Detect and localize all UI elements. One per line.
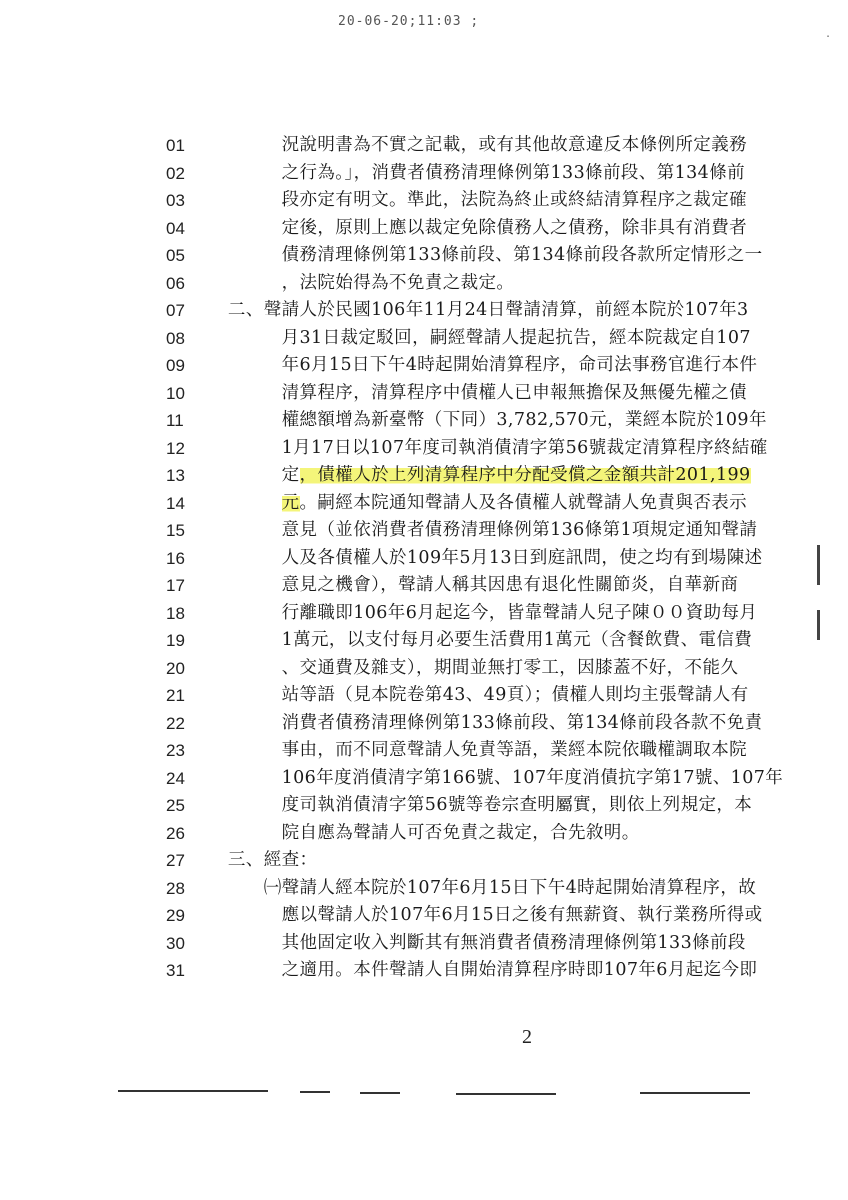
- scan-artifact-line: [118, 1090, 268, 1092]
- line-number: 22: [166, 713, 185, 733]
- line-number: 02: [166, 163, 185, 183]
- line-number: 27: [166, 851, 185, 870]
- text-segment: 其他固定收入判斷其有無消費者債務清理條例第133條前段: [210, 932, 746, 953]
- scan-artifact-line: [456, 1093, 556, 1095]
- text-line: [210, 682, 790, 710]
- text-line: [210, 160, 790, 188]
- line-number: 05: [166, 246, 185, 265]
- text-segment: 定後，原則上應以裁定免除債務人之債務，除非具有消費者: [210, 217, 747, 238]
- text-line: [210, 710, 790, 738]
- line-number: 01: [166, 136, 185, 155]
- text-segment: 之適用。本件聲請人自開始清算程序時即107年6月起迄今即: [210, 960, 758, 980]
- line-number: 18: [166, 603, 185, 623]
- text-segment: ，法院始得為不免責之裁定。: [210, 272, 515, 293]
- text-segment: 意見（並依消費者債務清理條例第136條第1項規定通知聲請: [210, 520, 758, 540]
- line-number: 13: [166, 466, 185, 485]
- text-segment: 二、聲請人於民國106年11月24日聲請清算，前經本院於107年3: [210, 300, 749, 320]
- text-segment: 人及各債權人於109年5月13日到庭訊問，使之均有到場陳述: [210, 547, 763, 568]
- text-segment: 權總額增為新臺幣（下同）3,782,570元，業經本院於109年: [210, 410, 767, 430]
- text-segment: 段亦定有明文。準此，法院為終止或終結清算程序之裁定確: [210, 190, 747, 210]
- line-number: 14: [166, 493, 185, 513]
- text-segment: 106年度消債清字第166號、107年度消債抗字第17號、107年: [210, 767, 784, 788]
- text-segment: 月31日裁定駁回，嗣經聲請人提起抗告，經本院裁定自107: [210, 327, 751, 348]
- text-line: [210, 875, 790, 903]
- line-number: 20: [166, 658, 185, 678]
- text-segment: 年6月15日下午4時起開始清算程序，命司法事務官進行本件: [210, 355, 758, 375]
- text-line: [210, 627, 790, 655]
- line-number: 28: [166, 878, 185, 898]
- text-segment: 況說明書為不實之記載，或有其他故意違反本條例所定義務: [210, 135, 747, 155]
- text-line: [210, 792, 790, 820]
- text-segment: 定: [210, 465, 300, 485]
- text-segment: 消費者債務清理條例第133條前段、第134條前段各款不免責: [210, 712, 763, 733]
- text-segment: ㈠聲請人經本院於107年6月15日下午4時起開始清算程序，故: [210, 877, 757, 898]
- text-segment: 、交通費及雜支），期間並無打零工，因膝蓋不好，不能久: [210, 657, 739, 678]
- scan-edge-mark: [817, 545, 820, 585]
- document-body: [210, 132, 790, 985]
- text-line: [210, 325, 790, 353]
- line-number: 17: [166, 576, 185, 595]
- text-segment: 應以聲請人於107年6月15日之後有無薪資、執行業務所得或: [210, 905, 763, 925]
- text-line: [210, 435, 790, 463]
- text-segment: 行離職即106年6月起迄今，皆靠聲請人兒子陳００資助每月: [210, 602, 758, 623]
- line-number: 19: [166, 631, 185, 650]
- line-number: 25: [166, 796, 185, 815]
- text-line: [210, 930, 790, 958]
- text-line: [210, 352, 790, 380]
- text-line: [210, 132, 790, 160]
- text-segment: 院自應為聲請人可否免責之裁定，合先敘明。: [210, 822, 640, 843]
- text-line: [210, 490, 790, 518]
- scan-artifact-line: [360, 1092, 400, 1094]
- text-line: [210, 380, 790, 408]
- text-line: [210, 215, 790, 243]
- line-number: 26: [166, 823, 185, 843]
- text-segment: 清算程序，清算程序中債權人已申報無擔保及無優先權之債: [210, 382, 747, 403]
- text-segment: 意見之機會），聲請人稱其因患有退化性關節炎，自華新商: [210, 575, 739, 595]
- highlighted-text: ，債權人於上列清算程序中分配受償之金額共計201,199: [299, 465, 751, 485]
- text-line: [210, 462, 790, 490]
- line-number: 04: [166, 218, 185, 238]
- text-segment: 債務清理條例第133條前段、第134條前段各款所定情形之一: [210, 245, 763, 265]
- line-number-column: [166, 132, 216, 985]
- text-line: [210, 517, 790, 545]
- line-number: 15: [166, 521, 185, 540]
- text-segment: 度司執消債清字第56號等卷宗查明屬實，則依上列規定，本: [210, 795, 753, 815]
- line-number: 06: [166, 273, 185, 293]
- scan-artifact-line: [640, 1092, 750, 1094]
- line-number: 03: [166, 191, 185, 210]
- line-number: 23: [166, 741, 185, 760]
- line-number: 30: [166, 933, 185, 953]
- text-line: [210, 820, 790, 848]
- text-line: [210, 902, 790, 930]
- text-segment: 。嗣經本院通知聲請人及各債權人就聲請人免責與否表示: [299, 492, 748, 513]
- text-line: [210, 655, 790, 683]
- text-line: [210, 600, 790, 628]
- text-line: [210, 187, 790, 215]
- line-number: 29: [166, 906, 185, 925]
- text-line: [210, 407, 790, 435]
- line-number: 12: [166, 438, 185, 458]
- text-segment: 1月17日以107年度司執消債清字第56號裁定清算程序終結確: [210, 437, 768, 458]
- scan-edge-mark: [817, 610, 820, 640]
- text-segment: 1萬元，以支付每月必要生活費用1萬元（含餐飲費、電信費: [210, 630, 753, 650]
- text-line: [210, 572, 790, 600]
- text-segment: 站等語（見本院卷第43、49頁）；債權人則均主張聲請人有: [210, 685, 749, 705]
- text-segment: 三、經查：: [210, 850, 318, 870]
- text-line: [210, 737, 790, 765]
- text-line: [210, 545, 790, 573]
- line-number: 10: [166, 383, 185, 403]
- line-number: 08: [166, 328, 185, 348]
- fax-header-timestamp: 20-06-20;11:03 ;: [338, 14, 480, 29]
- text-line: [210, 297, 790, 325]
- line-number: 11: [166, 411, 184, 430]
- page-number: 2: [522, 1026, 532, 1048]
- line-number: 31: [166, 961, 185, 980]
- text-segment: 事由，而不同意聲請人免責等語，業經本院依職權調取本院: [210, 740, 747, 760]
- scan-artifact-line: [300, 1091, 330, 1093]
- highlighted-text: 元: [281, 492, 300, 513]
- text-line: [210, 957, 790, 985]
- line-number: 24: [166, 768, 185, 788]
- corner-mark: .: [826, 26, 830, 40]
- text-segment: [210, 493, 282, 513]
- line-number: 09: [166, 356, 185, 375]
- text-line: [210, 765, 790, 793]
- text-line: [210, 242, 790, 270]
- line-number: 21: [166, 686, 185, 705]
- line-number: 16: [166, 548, 185, 568]
- text-segment: 之行為。」，消費者債務清理條例第133條前段、第134條前: [210, 162, 746, 183]
- line-number: 07: [166, 301, 185, 320]
- text-line: [210, 270, 790, 298]
- text-line: [210, 847, 790, 875]
